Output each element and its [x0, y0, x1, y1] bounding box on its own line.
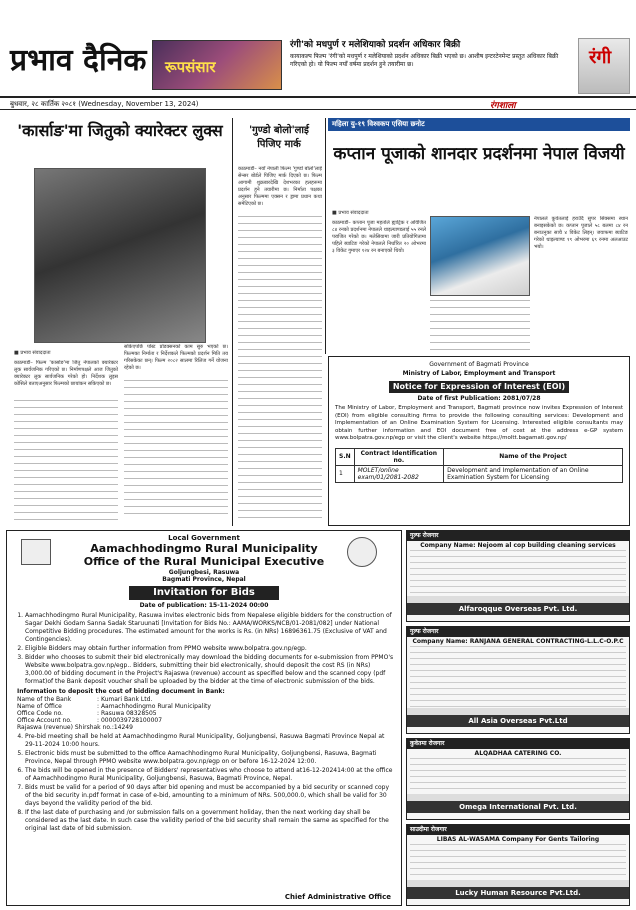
eoi-notice [328, 356, 630, 526]
eoi-gov: Government of Bagmati Province [429, 361, 529, 368]
deposit-row: Name of the Bank : Kumari Bank Ltd. [17, 696, 153, 703]
story3-body-left: काठमाडौं– कप्तान पूजा महतोले ह्याट्रिक र अविजित ८४ रनको प्रदर्शनमा नेपालले थाइल्याण्डलाई ५५ रनले पराजित गरेको छ। मलेसियामा जारी प्रतियोगितामा पहिले ब्याटिङ गरेको नेपालले निर्धारित २० ओभरमा ३ विकेट गुमाएर १२४ रन बनाएको थियो। [332, 220, 426, 254]
bid-signature: Chief Administrative Office [284, 893, 391, 901]
eoi-body: The Ministry of Labor, Employment and Transport, Bagmati province now invites Expression of Interest (EOI) from eligible consulting firms to provide the following consulting services: Development and Implementation of an Online Examination System for Licensing. Interested eligible consultants may obtain further information and EOI document free of cost at the address e-GP system www.bolpatra.gov.np/egp or visit the client's website https://moltt.bagamati.gov.np/ [335, 405, 623, 441]
deposit-title: Information to deposit the cost of bidding document in Bank: [17, 688, 225, 695]
story3-kicker: महिला यु-१९ विश्वकप एसिया छनोट [328, 118, 630, 131]
story1-byline: ■ प्रभाव संवाददाता [14, 350, 51, 356]
eoi-th-project: Name of the Project [444, 448, 623, 465]
story3-photo [430, 216, 530, 296]
story1-text-lines [14, 400, 118, 520]
banner-label: रूपसंसार [165, 58, 216, 76]
job-ad-4 [406, 824, 630, 906]
bid-office1: Aamachhodingmo Rural Municipality [90, 542, 318, 555]
ad-company: LIBAS AL-WASAMA Company For Gents Tailoring [436, 836, 600, 843]
ad-strip [407, 880, 629, 887]
ad-strip [407, 794, 629, 801]
story1-text-lines-2 [124, 380, 228, 520]
eoi-td-project: Development and Implementation of an Online Examination System for Licensing [444, 465, 623, 482]
ad-table [410, 844, 626, 880]
masthead [0, 0, 636, 95]
deposit-row: Office Code no. : Rasuwa 08328505 [17, 710, 157, 717]
story1-headline: 'कार्साङ'मा जितुको क्यारेक्टर लुक्स [17, 121, 223, 140]
bid-office2: Office of the Rural Municipal Executive [83, 555, 325, 568]
list-item: 1. Aamachhodingmo Rural Municipality, Rasuwa invites electronic bids from Nepalese eligible bidders for the construction of Sagar Dekhi Godam Sanna Sadak Staruunati [Invitation for Bids No.: AAMA/WORKS/NCB/01-2081/082] under National Competitive Bidding procedures. The estimated amount for the works is Rs. (in NRs) 16896361.75 (Exclusive of VAT and Contingencies). [25, 612, 395, 644]
job-ad-1 [406, 530, 630, 622]
ad-agency: Alfaroqque Overseas Pvt. Ltd. [407, 603, 629, 615]
promo-headline: रंगी'को मधपुर्ण र मलेशियाको प्रदर्शन अधिकार बिक्री [290, 40, 461, 50]
ad-company: Company Name: RANJANA GENERAL CONTRACTING-L.L.C-O.P.C [412, 638, 624, 645]
thumb-label: रंगी [589, 47, 612, 68]
promo-thumbnail [578, 38, 630, 94]
story3-headline: कप्तान पूजाको शानदार प्रदर्शनमा नेपाल विजयी [333, 144, 625, 164]
eoi-td-sn: 1 [336, 465, 355, 482]
dateline: बुधवार, २८ कार्तिक २०८१ (Wednesday, November 13, 2024) [0, 96, 636, 110]
list-item: 7. Bids must be valid for a period of 90 days after bid opening and must be accompanied by a bid security or scanned copy of the bid security in.pdf format in case of e-bid, amounting to a minimum of NRs. 500,000.0, which shall be valid for 30 days beyond the validity period of the bid. [25, 784, 395, 808]
eoi-date: Date of first Publication: 2081/07/28 [417, 395, 541, 402]
ad-agency: Omega International Pvt. Ltd. [407, 801, 629, 813]
deposit-info [7, 696, 401, 731]
story3-byline: ■ प्रभाव संवाददाता [332, 210, 369, 216]
ad-agency: All Asia Overseas Pvt.Ltd [407, 715, 629, 727]
story1-photo [34, 168, 206, 343]
deposit-row: Office Account no. : 0000039728100007 [17, 717, 163, 724]
promo-text: कायाकल्प फिल्म 'रंगी'को मधपुर्ण र मलेशियाको प्रदर्शन अधिकार बिक्री भएको छ। आशीष इन्टरटेनमेन्ट प्रस्तुत अधिकार बिक्री गरिएको हो। यो फिल्म नयाँ वर्षमा प्रदर्शन हुने तयारीमा छ। [290, 53, 559, 68]
ad-agency: Lucky Human Resource Pvt.Ltd. [407, 887, 629, 899]
rupsansar-banner [152, 40, 282, 90]
list-item: 6. The bids will be opened in the presence of Bidders' representatives who choose to attend at16-12-202414:00 at the office of Aamachhodingmo Rural Municipality, Goljungbensi, Rasuwa, Bagmati Province, Nepal. [25, 767, 395, 783]
ad-header: गुल्फ रोजगार [407, 627, 629, 637]
deposit-extra: Rajaswa (revenue) Shirshak no.:14249 [17, 724, 133, 731]
flag-icon [347, 537, 377, 567]
bid-place1: Goljungbesi, Rasuwa [168, 569, 240, 576]
story3-body-right: नेपालले कुवेतलाई हराउँदै सुपर सिक्समा स्थान बनाइसकेको छ। कप्तान पूजाले ५८ बलमा ८४ रन बनाउनुका साथै ४ विकेट लिइन्। जवाफमा ब्याटिङ गरेको थाइल्याण्ड १९ ओभरमा ६९ रनमा अलआउट भयो। [534, 216, 628, 250]
eoi-th-contract: Contract Identification no. [354, 448, 443, 465]
masthead-promo [290, 40, 570, 69]
eoi-table [335, 448, 623, 483]
deposit-row: Name of Office : Aamachhodingmo Rural Municipality [17, 703, 211, 710]
list-item: 5. Electronic bids must be submitted to the office Aamachhodingmo Rural Municipality, Goljungbensi, Rasuwa, Bagmati Province, Nepal through PPMO website www.bolpatra.gov.np/egp on or before 16-12-2024 12:00. [25, 750, 395, 766]
bid-notice [6, 530, 402, 906]
ad-strip [407, 596, 629, 603]
bid-place2: Bagmati Province, Nepal [162, 576, 246, 583]
newspaper-title: प्रभाव दैनिक [10, 43, 147, 78]
column-divider [232, 118, 233, 526]
ad-company: Company Name: Nejoom al cop building cleaning services [420, 542, 616, 549]
bid-title: Invitation for Bids [129, 586, 279, 600]
ad-header: गुल्फ रोजगार [407, 531, 629, 541]
column-divider-2 [325, 118, 326, 354]
ad-table [410, 646, 626, 708]
ad-company: ALQADHAA CATERING CO. [474, 750, 562, 757]
ad-table [410, 550, 626, 596]
job-ad-2 [406, 626, 630, 734]
eoi-th-sn: S.N [336, 448, 355, 465]
bid-date: Date of publication: 15-11-2024 00:00 [139, 602, 269, 609]
story2-body: काठमाडौं– नयाँ नेपाली फिल्म 'गुण्डो बोलो'लाई सेन्सर बोर्डले पिजिए मार्क दिएको छ। फिल्म आगामी शुक्रबारदेखि देशभरका हलहरूमा प्रदर्शन हुने तयारीमा छ। निर्माता पक्षका अनुसार फिल्ममा एक्सन र ड्रामा प्रधान कथा समेटिएको छ। [238, 166, 322, 207]
eoi-title: Notice for Expression of Interest (EOI) [389, 381, 569, 393]
story3-text-lines [430, 300, 530, 350]
list-item: 4. Pre-bid meeting shall be held at Aamachhodingmo Rural Municipality, Goljungbensi, Rasuwa Bagmati Province Nepal at 29-11-2024 10:00 hours. [25, 733, 395, 749]
ad-header: कुवेतमा रोजगार [407, 739, 629, 749]
story1-body-right: सकिएपछि पोस्ट प्रोडक्सनको काम सुरु भएको छ। फिल्मका निर्माता र निर्देशकले फिल्मको प्रदर्शन मिति तय गरिसकेका छन्। फिल्म २०८२ सालमा रिलिज गर्ने योजना रहेको छ। [124, 344, 228, 371]
story1-body-left: काठमाडौं– फिल्म 'कार्साङ'मा जितु नेपालको क्यारेक्टर लुक सार्वजनिक गरिएको छ। निर्माणपक्षले आज जितुको क्यारेक्टर लुक सार्वजनिक गरेको हो। निर्देशक लुइस कोसिले बताएअनुसार फिल्मको छायांकन सकिएको छ। [14, 360, 118, 387]
ad-header: साउदीमा रोजगार [407, 825, 629, 835]
list-item: 3. Bidder who chooses to submit their bid electronically may download the bidding documents for e-submission from PPMO's Website www.bolpatra.gov.np/egp.. Bidders, submitting their bid electronically, should deposit the cost RS (in NRs) 3,000.00 of bidding document in the Project's Rajaswa (revenue) account as specified below and the scanned copy (pdf format)of the Bank deposit voucher shall be uploaded by the bidder at the time of electronic submission of the bids. [25, 654, 395, 686]
eoi-table-header [336, 448, 623, 465]
section-label: रंगशाला [490, 101, 516, 111]
emblem-icon [21, 539, 51, 565]
ad-strip [407, 708, 629, 715]
bid-gov: Local Government [168, 534, 240, 542]
bid-items-2 [7, 731, 401, 833]
eoi-td-contract: MOLET/online exam/01/2081-2082 [354, 465, 443, 482]
table-row [336, 465, 623, 482]
ad-table [410, 758, 626, 794]
eoi-ministry: Ministry of Labor, Employment and Transport [402, 370, 556, 377]
list-item: 8. If the last date of purchasing and /or submission falls on a government holiday, then the next working day shall be considered as the last date. In such case the validity period of the bid security shall remain the same as specified for the original last date of bid submission. [25, 809, 395, 833]
story2-text-lines [238, 216, 322, 524]
list-item: 2. Eligible Bidders may obtain further information from PPMO website www.bolpatra.gov.np/egp. [25, 645, 395, 653]
story2-headline: 'गुण्डो बोलो'लाई पिजिए मार्क [249, 125, 309, 150]
job-ad-3 [406, 738, 630, 820]
bid-items [7, 609, 401, 686]
